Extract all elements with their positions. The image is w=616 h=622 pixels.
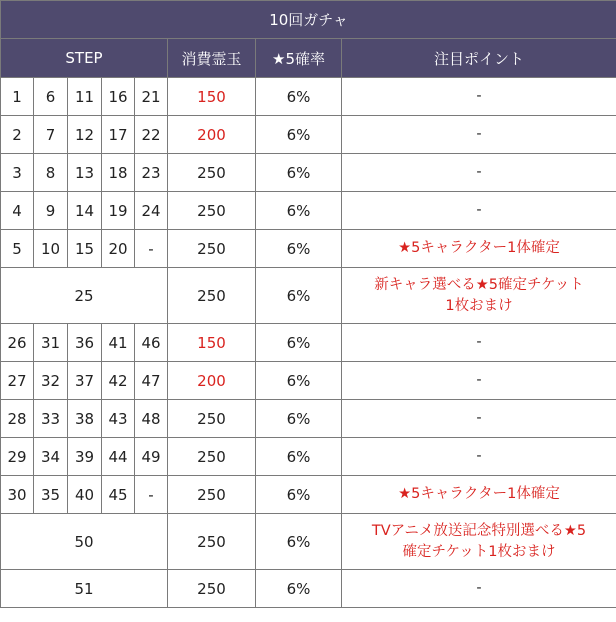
step-cell: 38 <box>68 400 102 438</box>
step-cell: 19 <box>102 192 135 230</box>
rate-cell: 6% <box>256 154 342 192</box>
step-cell: 5 <box>1 230 34 268</box>
step-cell: 13 <box>68 154 102 192</box>
step-cell: 47 <box>135 362 168 400</box>
cost-cell: 250 <box>168 514 256 570</box>
step-cell: 9 <box>34 192 68 230</box>
step-cell: 22 <box>135 116 168 154</box>
step-cell: 12 <box>68 116 102 154</box>
note-cell: - <box>342 570 616 608</box>
step-cell: 26 <box>1 324 34 362</box>
rate-cell: 6% <box>256 514 342 570</box>
step-cell: 3 <box>1 154 34 192</box>
note-cell: - <box>342 400 616 438</box>
note-cell: TVアニメ放送記念特別選べる★5 確定チケット1枚おまけ <box>342 514 616 570</box>
step-cell: 8 <box>34 154 68 192</box>
rate-cell: 6% <box>256 116 342 154</box>
step-cell: 18 <box>102 154 135 192</box>
rate-cell: 6% <box>256 438 342 476</box>
step-cell: 46 <box>135 324 168 362</box>
step-cell: 35 <box>34 476 68 514</box>
cost-cell: 250 <box>168 400 256 438</box>
note-cell: 新キャラ選べる★5確定チケット 1枚おまけ <box>342 268 616 324</box>
table-row <box>1 324 616 362</box>
step-cell: 44 <box>102 438 135 476</box>
note-cell: - <box>342 324 616 362</box>
step-cell: 7 <box>34 116 68 154</box>
step-cell: 41 <box>102 324 135 362</box>
note-cell: - <box>342 192 616 230</box>
rate-cell: 6% <box>256 400 342 438</box>
step-cell: 16 <box>102 78 135 116</box>
step-cell: 29 <box>1 438 34 476</box>
step-cell: 10 <box>34 230 68 268</box>
cost-header: 消費霊玉 <box>168 39 256 78</box>
rate-cell: 6% <box>256 476 342 514</box>
note-cell: - <box>342 362 616 400</box>
note-cell: - <box>342 116 616 154</box>
table-row <box>1 154 616 192</box>
cost-cell: 200 <box>168 116 256 154</box>
rate-cell: 6% <box>256 230 342 268</box>
note-cell: - <box>342 154 616 192</box>
step-cell: - <box>135 230 168 268</box>
step-cell: 6 <box>34 78 68 116</box>
table-row <box>1 570 616 608</box>
table-row <box>1 514 616 570</box>
rate-cell: 6% <box>256 570 342 608</box>
rate-cell: 6% <box>256 78 342 116</box>
step-cell: 28 <box>1 400 34 438</box>
note-cell: - <box>342 438 616 476</box>
step-cell: 34 <box>34 438 68 476</box>
step-cell: 1 <box>1 78 34 116</box>
cost-cell: 150 <box>168 78 256 116</box>
table-row <box>1 268 616 324</box>
step-cell: 14 <box>68 192 102 230</box>
rate-cell: 6% <box>256 268 342 324</box>
step-cell: 21 <box>135 78 168 116</box>
cost-cell: 250 <box>168 154 256 192</box>
cost-cell: 250 <box>168 192 256 230</box>
table-row <box>1 78 616 116</box>
note-cell: ★5キャラクター1体確定 <box>342 230 616 268</box>
step-cell: 40 <box>68 476 102 514</box>
step-cell: 20 <box>102 230 135 268</box>
step-cell: 49 <box>135 438 168 476</box>
rate-cell: 6% <box>256 362 342 400</box>
step-cell: 27 <box>1 362 34 400</box>
table-row <box>1 476 616 514</box>
step-cell: 2 <box>1 116 34 154</box>
table-row <box>1 400 616 438</box>
table-row <box>1 438 616 476</box>
step-cell: 43 <box>102 400 135 438</box>
cost-cell: 250 <box>168 438 256 476</box>
step-cell: 45 <box>102 476 135 514</box>
step-cell: 32 <box>34 362 68 400</box>
table-row <box>1 362 616 400</box>
step-header: STEP <box>1 39 168 78</box>
step-cell: 37 <box>68 362 102 400</box>
step-cell: 25 <box>1 268 168 324</box>
step-cell: 33 <box>34 400 68 438</box>
note-cell: - <box>342 78 616 116</box>
rate-cell: 6% <box>256 324 342 362</box>
step-cell: 36 <box>68 324 102 362</box>
step-cell: 50 <box>1 514 168 570</box>
cost-cell: 250 <box>168 230 256 268</box>
step-cell: 30 <box>1 476 34 514</box>
step-cell: 39 <box>68 438 102 476</box>
note-header: 注目ポイント <box>342 39 616 78</box>
table-row <box>1 192 616 230</box>
step-cell: - <box>135 476 168 514</box>
table-title: 10回ガチャ <box>1 1 616 39</box>
step-cell: 51 <box>1 570 168 608</box>
step-cell: 15 <box>68 230 102 268</box>
step-cell: 4 <box>1 192 34 230</box>
rate-cell: 6% <box>256 192 342 230</box>
cost-cell: 200 <box>168 362 256 400</box>
cost-cell: 250 <box>168 570 256 608</box>
cost-cell: 250 <box>168 476 256 514</box>
note-cell: ★5キャラクター1体確定 <box>342 476 616 514</box>
step-cell: 48 <box>135 400 168 438</box>
rate-header: ★5確率 <box>256 39 342 78</box>
table-row <box>1 230 616 268</box>
step-cell: 17 <box>102 116 135 154</box>
step-cell: 42 <box>102 362 135 400</box>
step-cell: 31 <box>34 324 68 362</box>
table-row <box>1 116 616 154</box>
step-cell: 23 <box>135 154 168 192</box>
table-body <box>1 78 616 608</box>
step-cell: 11 <box>68 78 102 116</box>
cost-cell: 250 <box>168 268 256 324</box>
step-cell: 24 <box>135 192 168 230</box>
cost-cell: 150 <box>168 324 256 362</box>
